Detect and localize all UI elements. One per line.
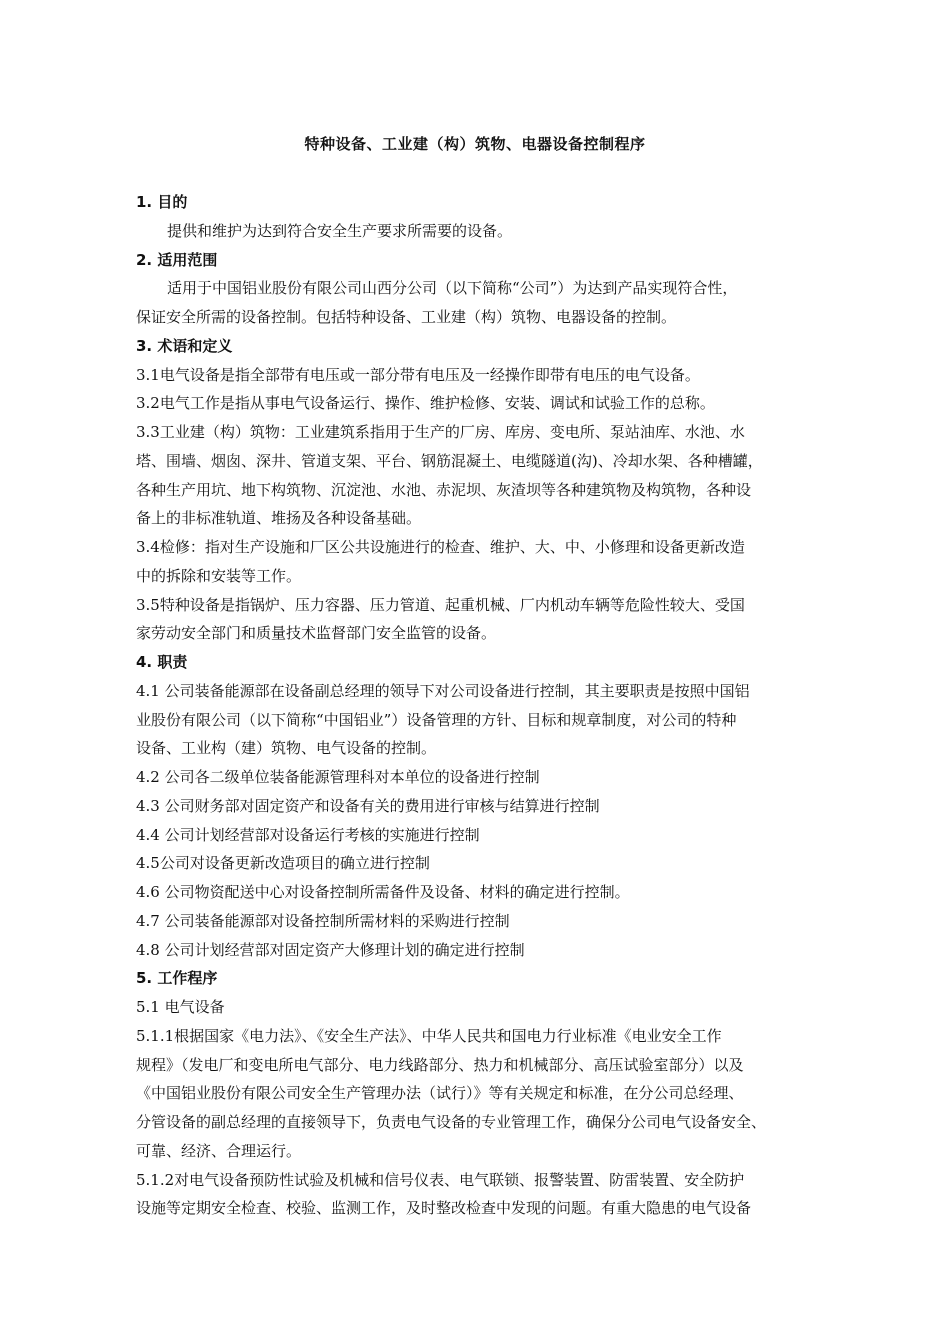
body-line: 规程》（发电厂和变电所电气部分、电力线路部分、热力和机械部分、高压试验室部分）以及: [136, 1055, 744, 1074]
body-line: 5.1.1根据国家《电力法》、《安全生产法》、中华人民共和国电力行业标准《电业安全工作: [136, 1026, 722, 1045]
body-line: 3.1电气设备是指全部带有电压或一部分带有电压及一经操作即带有电压的电气设备。: [136, 365, 700, 384]
body-line: 可靠、经济、合理运行。: [136, 1141, 302, 1160]
body-line: 3.5特种设备是指锅炉、压力容器、压力管道、起重机械、厂内机动车辆等危险性较大、受国: [136, 595, 745, 614]
document-title: 特种设备、工业建（构）筑物、电器设备控制程序: [304, 135, 646, 153]
body-line: 4.8 公司计划经营部对固定资产大修理计划的确定进行控制: [136, 940, 525, 959]
body-line: 保证安全所需的设备控制。包括特种设备、工业建（构）筑物、电器设备的控制。: [136, 308, 677, 326]
body-line: 业股份有限公司（以下简称“中国铝业”）设备管理的方针、目标和规章制度，对公司的特种: [136, 710, 737, 729]
body-line: 5.1 电气设备: [136, 998, 225, 1016]
body-line: 3.4检修：指对生产设施和厂区公共设施进行的检查、维护、大、中、小修理和设备更新改造: [136, 538, 745, 556]
body-line: 中的拆除和安装等工作。: [136, 566, 302, 585]
body-line: 分管设备的副总经理的直接领导下，负责电气设备的专业管理工作，确保分公司电气设备安全、: [136, 1113, 767, 1131]
body-line: 提供和维护为达到符合安全生产要求所需要的设备。: [167, 221, 513, 240]
section-heading: 5. 工作程序: [136, 969, 218, 988]
body-line: 4.7 公司装备能源部对设备控制所需材料的采购进行控制: [136, 911, 510, 930]
section-heading: 3. 术语和定义: [136, 336, 233, 355]
section-heading: 2. 适用范围: [136, 250, 218, 269]
body-line: 《中国铝业股份有限公司安全生产管理办法（试行）》等有关规定和标准，在分公司总经理、: [136, 1084, 744, 1103]
body-line: 4.2 公司各二级单位装备能源管理科对本单位的设备进行控制: [136, 768, 540, 786]
body-line: 家劳动安全部门和质量技术监督部门安全监管的设备。: [136, 624, 497, 643]
body-line: 4.5公司对设备更新改造项目的确立进行控制: [136, 854, 430, 873]
body-line: 备上的非标准轨道、堆扬及各种设备基础。: [136, 509, 422, 528]
section-heading: 4. 职责: [136, 653, 188, 671]
body-line: 3.3工业建（构）筑物：工业建筑系指用于生产的厂房、库房、变电所、泵站油库、水池、水: [136, 423, 745, 441]
body-line: 3.2电气工作是指从事电气设备运行、操作、维护检修、安装、调试和试验工作的总称。: [136, 394, 715, 413]
body-line: 5.1.2对电气设备预防性试验及机械和信号仪表、电气联锁、报警装置、防雷装置、安全防护: [136, 1170, 745, 1189]
body-line: 设备、工业构（建）筑物、电气设备的控制。: [136, 739, 437, 758]
section-heading: 1. 目的: [136, 193, 188, 211]
body-line: 塔、围墙、烟囱、深井、管道支架、平台、钢筋混凝土、电缆隧道(沟)、冷却水架、各种槽罐，: [136, 451, 763, 470]
body-line: 4.6 公司物资配送中心对设备控制所需备件及设备、材料的确定进行控制。: [136, 883, 630, 901]
body-line: 4.1 公司装备能源部在设备副总经理的领导下对公司设备进行控制，其主要职责是按照中国铝: [136, 681, 750, 700]
body-line: 设施等定期安全检查、校验、监测工作，及时整改检查中发现的问题。有重大隐患的电气设备: [136, 1199, 752, 1218]
body-line: 4.4 公司计划经营部对设备运行考核的实施进行控制: [136, 825, 480, 844]
body-line: 适用于中国铝业股份有限公司山西分公司（以下简称“公司”）为达到产品实现符合性，: [167, 279, 738, 298]
body-line: 4.3 公司财务部对固定资产和设备有关的费用进行审核与结算进行控制: [136, 796, 600, 815]
body-line: 各种生产用坑、地下构筑物、沉淀池、水池、赤泥坝、灰渣坝等各种建筑物及构筑物，各种设: [136, 480, 752, 499]
